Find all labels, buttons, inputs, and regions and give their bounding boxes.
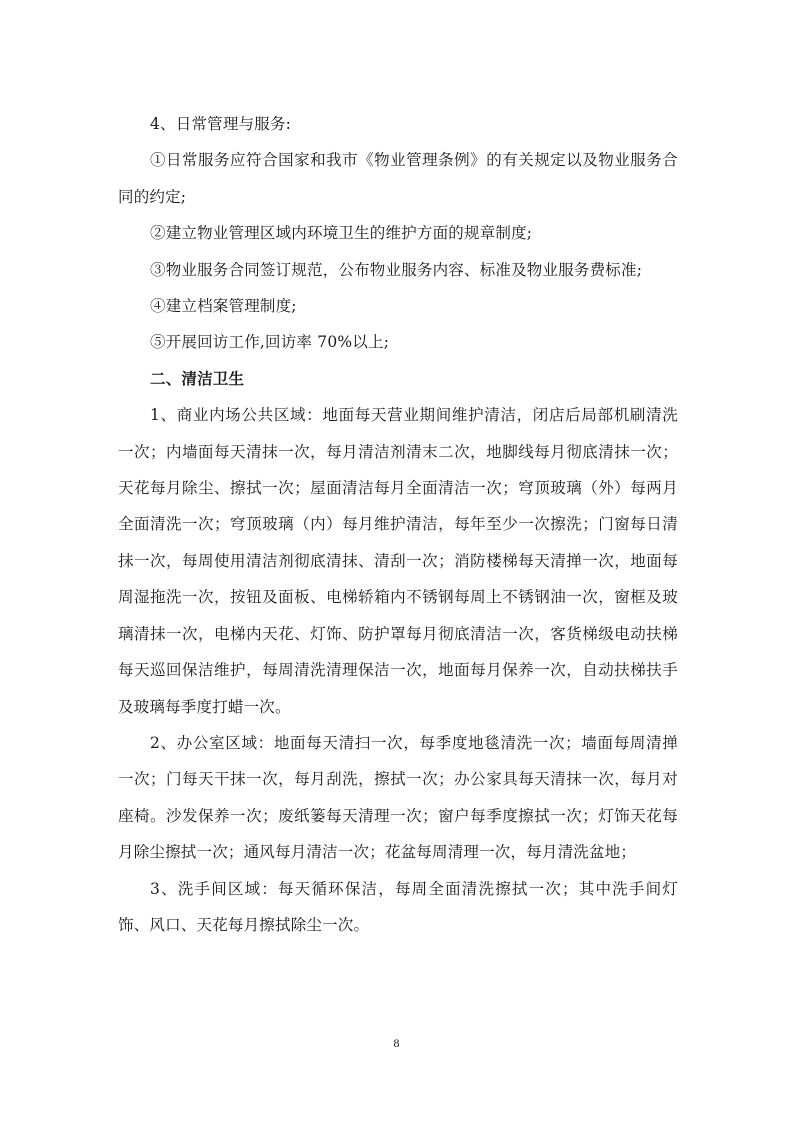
section-heading-cleaning: 二、清洁卫生 (150, 369, 245, 388)
paragraph-commercial-area: 1、商业内场公共区域：地面每天营业期间维护清洁，闭店后局部机刷清洗一次；内墙面每天清抹一次，每月清洁剂清末二次，地脚线每月彻底清抹一次；天花每月除尘、擦拭一次；屋面清洁每月全面清洁一次；穹顶玻璃（外）每两月全面清洗一次；穹顶玻璃（内）每月维护清洁，每年至少一次擦洗；门窗每日清抹一次，每周使用清洁剂彻底清抹、清刮一次；消防楼梯每天清掸一次，地面每周湿拖洗一次，按钮及面板、电梯轿箱内不锈钢每周上不锈钢油一次，窗框及玻璃清抹一次，电梯内天花、灯饰、防护罩每月彻底清洁一次，客货梯级电动扶梯每天巡回保洁维护，每周清洗清理保洁一次，地面每月保养一次，自动扶梯扶手及玻璃每季度打蜡一次。 (118, 406, 678, 716)
paragraph-item-5: ⑤开展回访工作,回访率 70%以上; (150, 333, 390, 352)
paragraph-item-3: ③物业服务合同签订规范，公布物业服务内容、标准及物业服务费标准; (150, 260, 643, 279)
document-body (118, 106, 678, 943)
paragraph-item-2: ②建立物业管理区域内环境卫生的维护方面的规章制度; (150, 224, 533, 243)
paragraph-item-1: ①日常服务应符合国家和我市《物业管理条例》的有关规定以及物业服务合同的约定; (118, 151, 678, 206)
page-number: 8 (393, 1036, 400, 1050)
paragraph-office-area: 2、办公室区域：地面每天清扫一次，每季度地毯清洗一次；墙面每周清掸一次；门每天干抹一次，每月刮洗，擦拭一次；办公家具每天清抹一次，每月对座椅。沙发保养一次；废纸篓每天清理一次；窗户每季度擦拭一次；灯饰天花每月除尘擦拭一次；通风每月清洁一次；花盆每周清理一次，每月清洗盆地； (118, 733, 678, 862)
paragraph-daily-management-title: 4、日常管理与服务: (150, 115, 292, 133)
paragraph-restroom-area: 3、洗手间区域：每天循环保洁，每周全面清洗擦拭一次；其中洗手间灯饰、风口、天花每月擦拭除尘一次。 (118, 879, 678, 934)
paragraph-item-4: ④建立档案管理制度; (150, 297, 297, 316)
